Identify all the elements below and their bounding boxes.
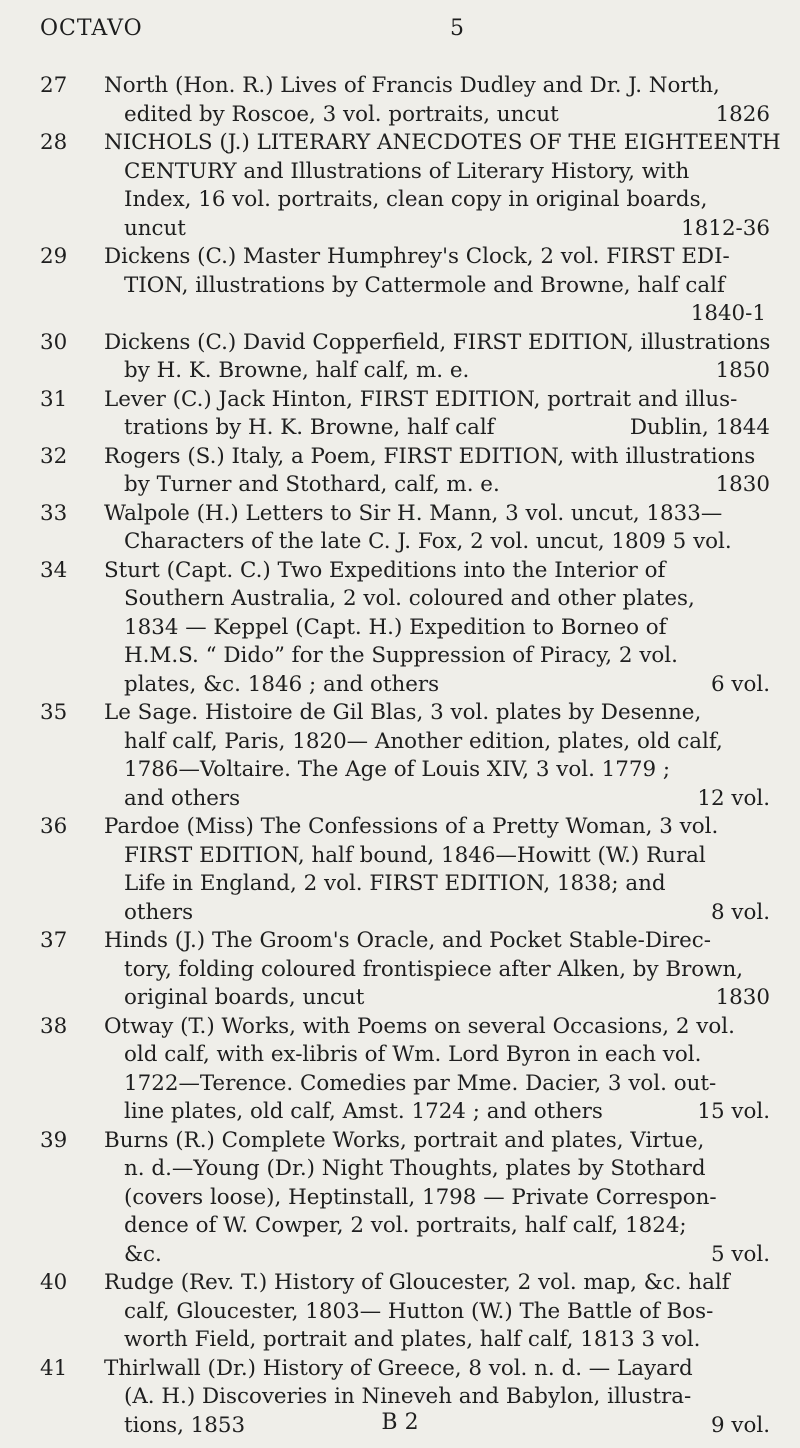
lot-description-line <box>104 899 770 928</box>
lot-description-line: Dickens (C.) David Copperfield, FIRST EDITION, illustrations <box>104 329 771 355</box>
lot-description-line: Rudge (Rev. T.) History of Gloucester, 2 vol. map, &c. half <box>104 1270 730 1295</box>
lot-description-text: line plates, old calf, Amst. 1724 ; and others <box>124 1099 603 1124</box>
lot-date-volumes: 1830 <box>715 472 770 497</box>
lot-entry <box>40 500 770 557</box>
lot-number: 31 <box>40 386 68 412</box>
lot-date-volumes: 12 vol. <box>697 785 770 811</box>
lot-date-volumes: 5 vol. <box>710 1241 770 1267</box>
lot-entry <box>40 386 770 443</box>
lot-description-text: &c. <box>124 1241 162 1267</box>
lot-number: 40 <box>40 1270 68 1295</box>
lot-description-line: Index, 16 vol. portraits, clean copy in original boards, <box>124 187 708 212</box>
lot-description-line: worth Field, portrait and plates, half calf, 1813 3 vol. <box>124 1327 701 1352</box>
lot-description-line <box>104 101 770 130</box>
lot-description-line: Thirlwall (Dr.) History of Greece, 8 vol. n. d. — Layard <box>104 1355 693 1381</box>
lot-description-line: Le Sage. Histoire de Gil Blas, 3 vol. plates by Desenne, <box>104 700 702 725</box>
lot-description-line: dence of W. Cowper, 2 vol. portraits, half calf, 1824; <box>124 1213 687 1238</box>
lot-description-text: plates, &c. 1846 ; and others <box>124 671 440 697</box>
lot-description-line <box>104 1098 770 1127</box>
lot-description-line: Lever (C.) Jack Hinton, FIRST EDITION, portrait and illus- <box>104 386 738 412</box>
lot-description-text: original boards, uncut <box>124 985 365 1010</box>
lot-date-volumes: 1840-1 <box>690 301 766 326</box>
lot-entry <box>40 243 770 329</box>
lot-entry <box>40 329 770 386</box>
lot-description-line: Otway (T.) Works, with Poems on several Occasions, 2 vol. <box>104 1013 735 1039</box>
lot-entry <box>40 72 770 129</box>
lot-number: 41 <box>40 1355 68 1381</box>
lot-description-line: calf, Gloucester, 1803— Hutton (W.) The Battle of Bos- <box>124 1298 714 1324</box>
lot-description-line: North (Hon. R.) Lives of Francis Dudley and Dr. J. North, <box>104 73 720 98</box>
lot-description-line: Burns (R.) Complete Works, portrait and plates, Virtue, <box>104 1127 705 1153</box>
lot-description-line: Hinds (J.) The Groom's Oracle, and Pocket Stable-Direc- <box>104 928 711 953</box>
lot-description-text: by H. K. Browne, half calf, m. e. <box>124 358 470 383</box>
section-heading: OCTAVO <box>40 16 143 41</box>
page-header <box>40 16 760 52</box>
lot-description-line: (A. H.) Discoveries in Nineveh and Babylon, illustra- <box>124 1384 692 1409</box>
lot-description-line: TION, illustrations by Cattermole and Browne, half calf <box>124 272 725 298</box>
lot-description-line: CENTURY and Illustrations of Literary History, with <box>124 158 690 184</box>
lot-date-volumes: 9 vol. <box>710 1412 770 1438</box>
lot-description-text: and others <box>124 785 241 811</box>
lot-description-text: tions, 1853 <box>124 1412 246 1438</box>
lot-description-line: Characters of the late C. J. Fox, 2 vol. uncut, 1809 5 vol. <box>124 529 732 554</box>
lot-description-line: (covers loose), Heptinstall, 1798 — Private Correspon- <box>124 1184 717 1210</box>
lot-entry <box>40 443 770 500</box>
lot-description-text: by Turner and Stothard, calf, m. e. <box>124 472 500 497</box>
lot-description-line: 1786—Voltaire. The Age of Louis XIV, 3 vol. 1779 ; <box>124 757 671 782</box>
lot-description-line: Dickens (C.) Master Humphrey's Clock, 2 vol. FIRST EDI- <box>104 244 730 269</box>
lot-description-line: 1834 — Keppel (Capt. H.) Expedition to Borneo of <box>124 614 667 640</box>
lot-description-line: Pardoe (Miss) The Confessions of a Pretty Woman, 3 vol. <box>104 814 719 839</box>
lot-description-text: trations by H. K. Browne, half calf <box>124 415 495 440</box>
lot-description-line: Southern Australia, 2 vol. coloured and other plates, <box>124 586 695 611</box>
lot-number: 32 <box>40 443 68 469</box>
lot-number: 38 <box>40 1013 68 1039</box>
lot-description-line <box>104 414 770 443</box>
lot-number: 36 <box>40 814 68 839</box>
signature-mark: B 2 <box>381 1410 419 1435</box>
lot-description-line: Life in England, 2 vol. FIRST EDITION, 1838; and <box>124 871 666 896</box>
lot-entry <box>40 129 781 243</box>
lot-date-volumes: 8 vol. <box>710 899 770 925</box>
lot-description-text: uncut <box>124 215 186 241</box>
lot-entry <box>40 1127 770 1270</box>
lot-description-text: edited by Roscoe, 3 vol. portraits, uncut <box>124 101 559 127</box>
lot-number: 34 <box>40 557 68 583</box>
lot-number: 30 <box>40 329 68 355</box>
lot-date-volumes: 1812-36 <box>681 215 770 241</box>
lot-number: 27 <box>40 73 68 98</box>
lot-date-volumes: 1830 <box>715 985 770 1010</box>
lot-description-line <box>104 357 770 386</box>
lot-number: 35 <box>40 700 68 725</box>
lot-entry <box>40 927 770 1013</box>
lot-description-text: others <box>124 899 194 925</box>
lot-date-volumes: 15 vol. <box>697 1099 770 1124</box>
lot-entry <box>40 1013 770 1127</box>
lot-description-line: tory, folding coloured frontispiece after Alken, by Brown, <box>124 956 744 982</box>
lot-description-line <box>104 671 770 700</box>
lot-description-line: old calf, with ex-libris of Wm. Lord Byron in each vol. <box>124 1042 702 1067</box>
lot-description-line <box>104 215 770 244</box>
lot-number: 37 <box>40 928 68 953</box>
lot-number: 33 <box>40 500 68 526</box>
lot-date-volumes: Dublin, 1844 <box>629 415 770 440</box>
lot-description-line: FIRST EDITION, half bound, 1846—Howitt (W.) Rural <box>124 842 706 868</box>
lot-description-line: Sturt (Capt. C.) Two Expeditions into the Interior of <box>104 557 666 583</box>
lot-list <box>40 72 781 1440</box>
lot-description-line <box>104 471 770 500</box>
lot-entry <box>40 1269 770 1355</box>
lot-date-volumes: 1850 <box>715 358 770 383</box>
page-number: 5 <box>450 16 465 41</box>
lot-number: 39 <box>40 1127 68 1153</box>
lot-date-volumes: 6 vol. <box>710 671 770 697</box>
lot-description-line <box>104 984 770 1013</box>
lot-description-line: 1722—Terence. Comedies par Mme. Dacier, 3 vol. out- <box>124 1070 717 1096</box>
lot-description-line <box>104 1241 770 1270</box>
lot-description-line: half calf, Paris, 1820— Another edition, plates, old calf, <box>124 728 723 754</box>
lot-date-volumes: 1826 <box>715 101 770 127</box>
lot-number: 29 <box>40 244 68 269</box>
lot-entry <box>40 557 770 700</box>
lot-description-line: Rogers (S.) Italy, a Poem, FIRST EDITION, with illustrations <box>104 443 756 469</box>
lot-description-line: H.M.S. “ Dido” for the Suppression of Piracy, 2 vol. <box>124 643 678 668</box>
lot-description-line: n. d.—Young (Dr.) Night Thoughts, plates by Stothard <box>124 1156 706 1181</box>
lot-number: 28 <box>40 130 68 155</box>
lot-description-line: Walpole (H.) Letters to Sir H. Mann, 3 vol. uncut, 1833— <box>104 500 723 526</box>
lot-entry <box>40 699 770 813</box>
lot-description-line <box>104 785 770 814</box>
lot-description-line: NICHOLS (J.) LITERARY ANECDOTES OF THE EIGHTEENTH <box>104 130 781 155</box>
lot-entry <box>40 813 770 927</box>
